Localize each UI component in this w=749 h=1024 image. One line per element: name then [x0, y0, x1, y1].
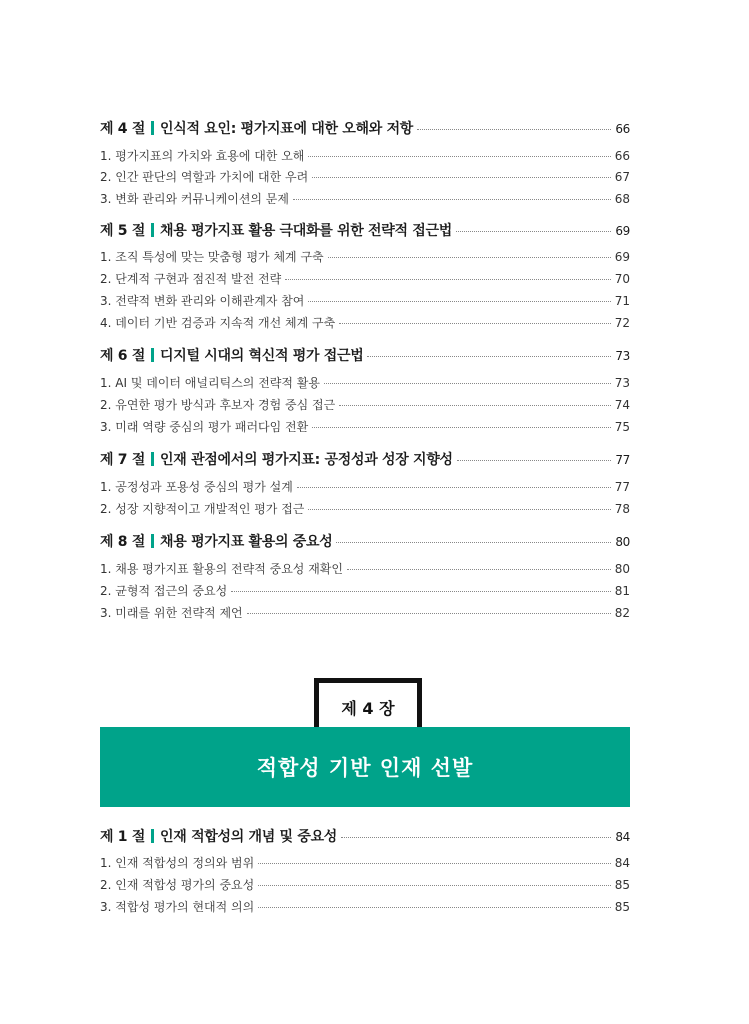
section-number: 제 1 절: [100, 829, 146, 845]
section-number: 제 4 절: [100, 121, 146, 137]
page-number: 85: [614, 900, 630, 914]
chapter-title: 적합성 기반 인재 선발: [256, 756, 474, 780]
dot-leader: [456, 231, 611, 232]
chapter-label: 제 4 장: [341, 699, 395, 718]
page-number: 70: [614, 272, 630, 286]
section-divider-bar: [151, 452, 154, 466]
item-title: 3. 미래 역량 중심의 평가 패러다임 전환: [100, 420, 309, 434]
toc-item[interactable]: [100, 500, 630, 517]
page-number: 74: [614, 398, 630, 412]
dot-leader: [312, 177, 611, 178]
page-number: 73: [615, 349, 630, 363]
item-title: 1. 채용 평가지표 활용의 전략적 중요성 재확인: [100, 562, 343, 576]
page-number: 71: [614, 294, 630, 308]
chapter-label-box: [314, 678, 422, 732]
section-number: 제 7 절: [100, 452, 146, 468]
page-number: 85: [614, 878, 630, 892]
toc-item[interactable]: [100, 248, 630, 265]
item-title: 2. 성장 지향적이고 개발적인 평가 접근: [100, 502, 305, 516]
item-title: 3. 미래를 위한 전략적 제언: [100, 606, 243, 620]
dot-leader: [339, 405, 611, 406]
page-number: 84: [615, 830, 630, 844]
section-divider-bar: [151, 348, 154, 362]
toc-item[interactable]: [100, 292, 630, 309]
toc-item[interactable]: [100, 876, 630, 893]
page-number: 81: [614, 584, 630, 598]
section-title: 인식적 요인: 평가지표에 대한 오해와 저항: [160, 121, 414, 137]
dot-leader: [457, 460, 612, 461]
toc-item[interactable]: [100, 190, 630, 207]
dot-leader: [258, 885, 610, 886]
dot-leader: [341, 837, 611, 838]
item-title: 1. 공정성과 포용성 중심의 평가 설계: [100, 480, 293, 494]
section-divider-bar: [151, 534, 154, 548]
page-number: 78: [614, 502, 630, 516]
toc-item[interactable]: [100, 374, 630, 391]
page-number: 77: [614, 480, 630, 494]
dot-leader: [297, 487, 611, 488]
dot-leader: [328, 257, 611, 258]
toc-item[interactable]: [100, 604, 630, 621]
page-number: 68: [614, 192, 630, 206]
section-title: 인재 관점에서의 평가지표: 공정성과 성장 지향성: [160, 452, 453, 468]
page-number: 80: [614, 562, 630, 576]
dot-leader: [336, 542, 611, 543]
dot-leader: [312, 427, 611, 428]
item-title: 2. 인재 적합성 평가의 중요성: [100, 878, 255, 892]
page-number: 66: [615, 122, 630, 136]
dot-leader: [247, 613, 611, 614]
section-number: 제 6 절: [100, 348, 146, 364]
dot-leader: [258, 907, 610, 908]
item-title: 2. 인간 판단의 역할과 가치에 대한 우려: [100, 170, 309, 184]
dot-leader: [293, 199, 611, 200]
toc-section[interactable]: [100, 220, 630, 240]
dot-leader: [339, 323, 611, 324]
section-title: 채용 평가지표 활용의 중요성: [160, 534, 333, 550]
item-title: 1. 평가지표의 가치와 효용에 대한 오해: [100, 149, 305, 163]
toc-section[interactable]: [100, 449, 630, 469]
toc-section[interactable]: [100, 345, 630, 365]
item-title: 1. 조직 특성에 맞는 맞춤형 평가 체계 구축: [100, 250, 324, 264]
page-number: 69: [614, 250, 630, 264]
dot-leader: [285, 279, 611, 280]
toc-item[interactable]: [100, 314, 630, 331]
toc-item[interactable]: [100, 396, 630, 413]
item-title: 3. 변화 관리와 커뮤니케이션의 문제: [100, 192, 289, 206]
page-number: 72: [614, 316, 630, 330]
section-divider-bar: [151, 829, 154, 843]
section-divider-bar: [151, 223, 154, 237]
page-number: 75: [614, 420, 630, 434]
page-number: 84: [614, 856, 630, 870]
toc-item[interactable]: [100, 147, 630, 164]
section-title: 디지털 시대의 혁신적 평가 접근법: [160, 348, 364, 364]
page-number: 82: [614, 606, 630, 620]
item-title: 4. 데이터 기반 검증과 지속적 개선 체계 구축: [100, 316, 336, 330]
dot-leader: [417, 129, 611, 130]
page-number: 67: [614, 170, 630, 184]
page-number: 77: [615, 453, 630, 467]
toc-item[interactable]: [100, 168, 630, 185]
dot-leader: [258, 863, 610, 864]
item-title: 3. 전략적 변화 관리와 이해관계자 참여: [100, 294, 305, 308]
section-divider-bar: [151, 121, 154, 135]
toc-item[interactable]: [100, 854, 630, 871]
page-number: 80: [615, 535, 630, 549]
page-number: 66: [614, 149, 630, 163]
toc-item[interactable]: [100, 270, 630, 287]
item-title: 2. 균형적 접근의 중요성: [100, 584, 228, 598]
dot-leader: [367, 356, 611, 357]
toc-item[interactable]: [100, 582, 630, 599]
toc-item[interactable]: [100, 478, 630, 495]
item-title: 2. 단계적 구현과 점진적 발전 전략: [100, 272, 282, 286]
item-title: 3. 적합성 평가의 현대적 의의: [100, 900, 255, 914]
section-number: 제 5 절: [100, 223, 146, 239]
toc-section[interactable]: [100, 826, 630, 846]
toc-item[interactable]: [100, 560, 630, 577]
item-title: 2. 유연한 평가 방식과 후보자 경험 중심 접근: [100, 398, 336, 412]
dot-leader: [308, 156, 610, 157]
dot-leader: [308, 509, 610, 510]
item-title: 1. AI 및 데이터 애널리틱스의 전략적 활용: [100, 376, 320, 390]
item-title: 1. 인재 적합성의 정의와 범위: [100, 856, 255, 870]
dot-leader: [231, 591, 610, 592]
page-number: 73: [614, 376, 630, 390]
chapter-title-banner: [100, 727, 630, 807]
toc-item[interactable]: [100, 898, 630, 915]
dot-leader: [324, 383, 611, 384]
toc-section[interactable]: [100, 118, 630, 138]
section-number: 제 8 절: [100, 534, 146, 550]
toc-section[interactable]: [100, 531, 630, 551]
section-title: 채용 평가지표 활용 극대화를 위한 전략적 접근법: [160, 223, 452, 239]
toc-item[interactable]: [100, 418, 630, 435]
dot-leader: [347, 569, 611, 570]
page-number: 69: [615, 224, 630, 238]
dot-leader: [308, 301, 610, 302]
section-title: 인재 적합성의 개념 및 중요성: [160, 829, 338, 845]
